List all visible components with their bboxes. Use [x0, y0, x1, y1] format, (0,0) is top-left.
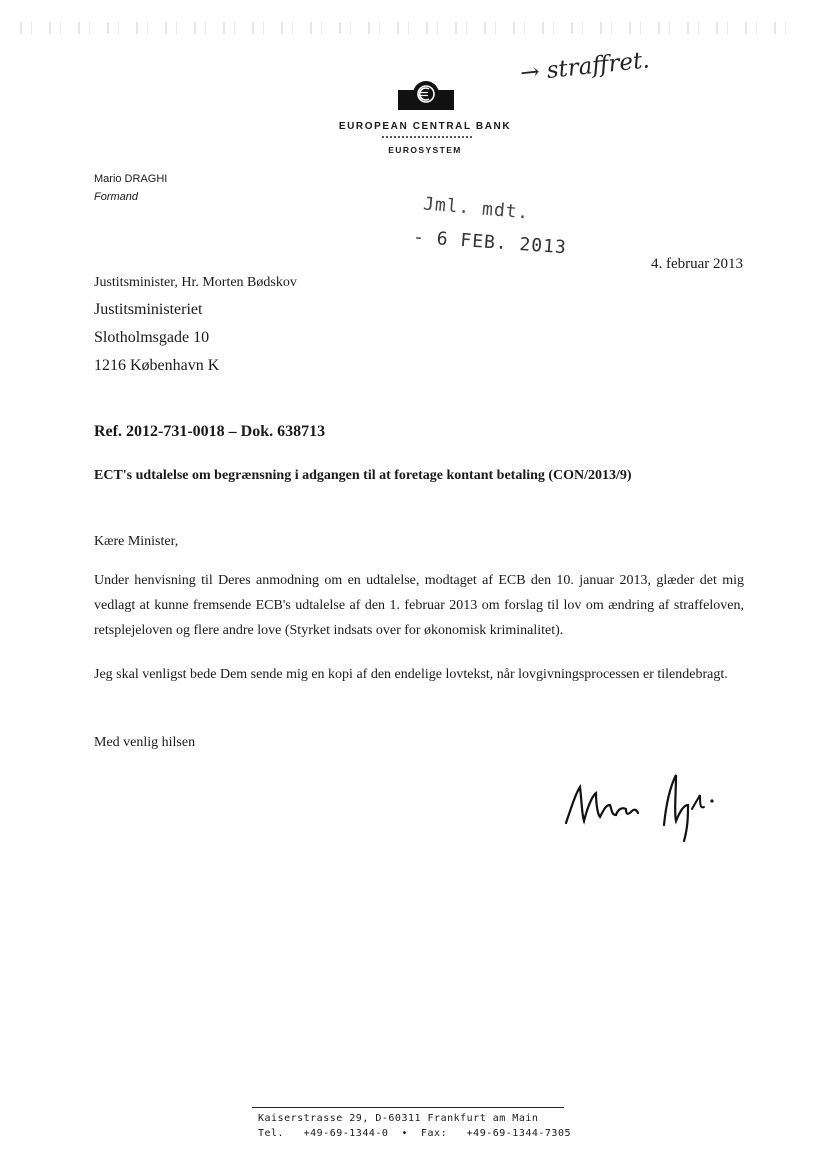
subject-line: ECT's udtalelse om begrænsning i adgangen til at foretage kontant betaling (CON/2013/9) — [94, 468, 632, 483]
footer-address: Kaiserstrasse 29, D-60311 Frankfurt am Main — [258, 1113, 539, 1124]
received-stamp-label: Jml. mdt. — [422, 193, 531, 224]
sender-name: Mario DRAGHI — [94, 173, 168, 185]
handwritten-note: → straffret. — [518, 47, 651, 87]
salutation: Kære Minister, — [94, 534, 179, 549]
handwritten-signature — [560, 765, 750, 845]
body-paragraph-1: Under henvisning til Deres anmodning om en udtalelse, modtaget af ECB den 10. januar 2013, glæder det mig vedlagt at kunne fremsende ECB's udtalelse af den 1. februar 2013 om forslag til lov om ændring af straffeloven, retsplejeloven og flere andre love (Styrket indsats over for økonomisk kriminalitet). — [94, 573, 744, 638]
footer-contact — [252, 1107, 571, 1141]
recipient-city: 1216 København K — [94, 357, 220, 374]
received-stamp-date: - 6 FEB. 2013 — [412, 226, 568, 259]
recipient-ministry: Justitsministeriet — [94, 301, 203, 318]
ecb-logo-icon — [398, 80, 454, 110]
reference-line: Ref. 2012-731-0018 – Dok. 638713 — [94, 423, 326, 440]
recipient-name: Justitsminister, Hr. Morten Bødskov — [94, 275, 297, 290]
bank-name: EUROPEAN CENTRAL BANK — [338, 121, 512, 132]
letter-date: 4. februar 2013 — [651, 256, 744, 272]
recipient-street: Slotholmsgade 10 — [94, 329, 210, 346]
scan-noise — [20, 22, 800, 34]
logo-divider — [382, 136, 472, 138]
bank-subtitle: EUROSYSTEM — [388, 145, 462, 155]
body-paragraph-2: Jeg skal venligst bede Dem sende mig en kopi af den endelige lovtekst, når lovgivningsprocessen er tilendebragt. — [94, 667, 728, 682]
closing: Med venlig hilsen — [94, 735, 196, 750]
sender-title: Formand — [94, 191, 139, 203]
footer-phone-fax: Tel. +49-69-1344-0 • Fax: +49-69-1344-7305 — [258, 1128, 571, 1139]
